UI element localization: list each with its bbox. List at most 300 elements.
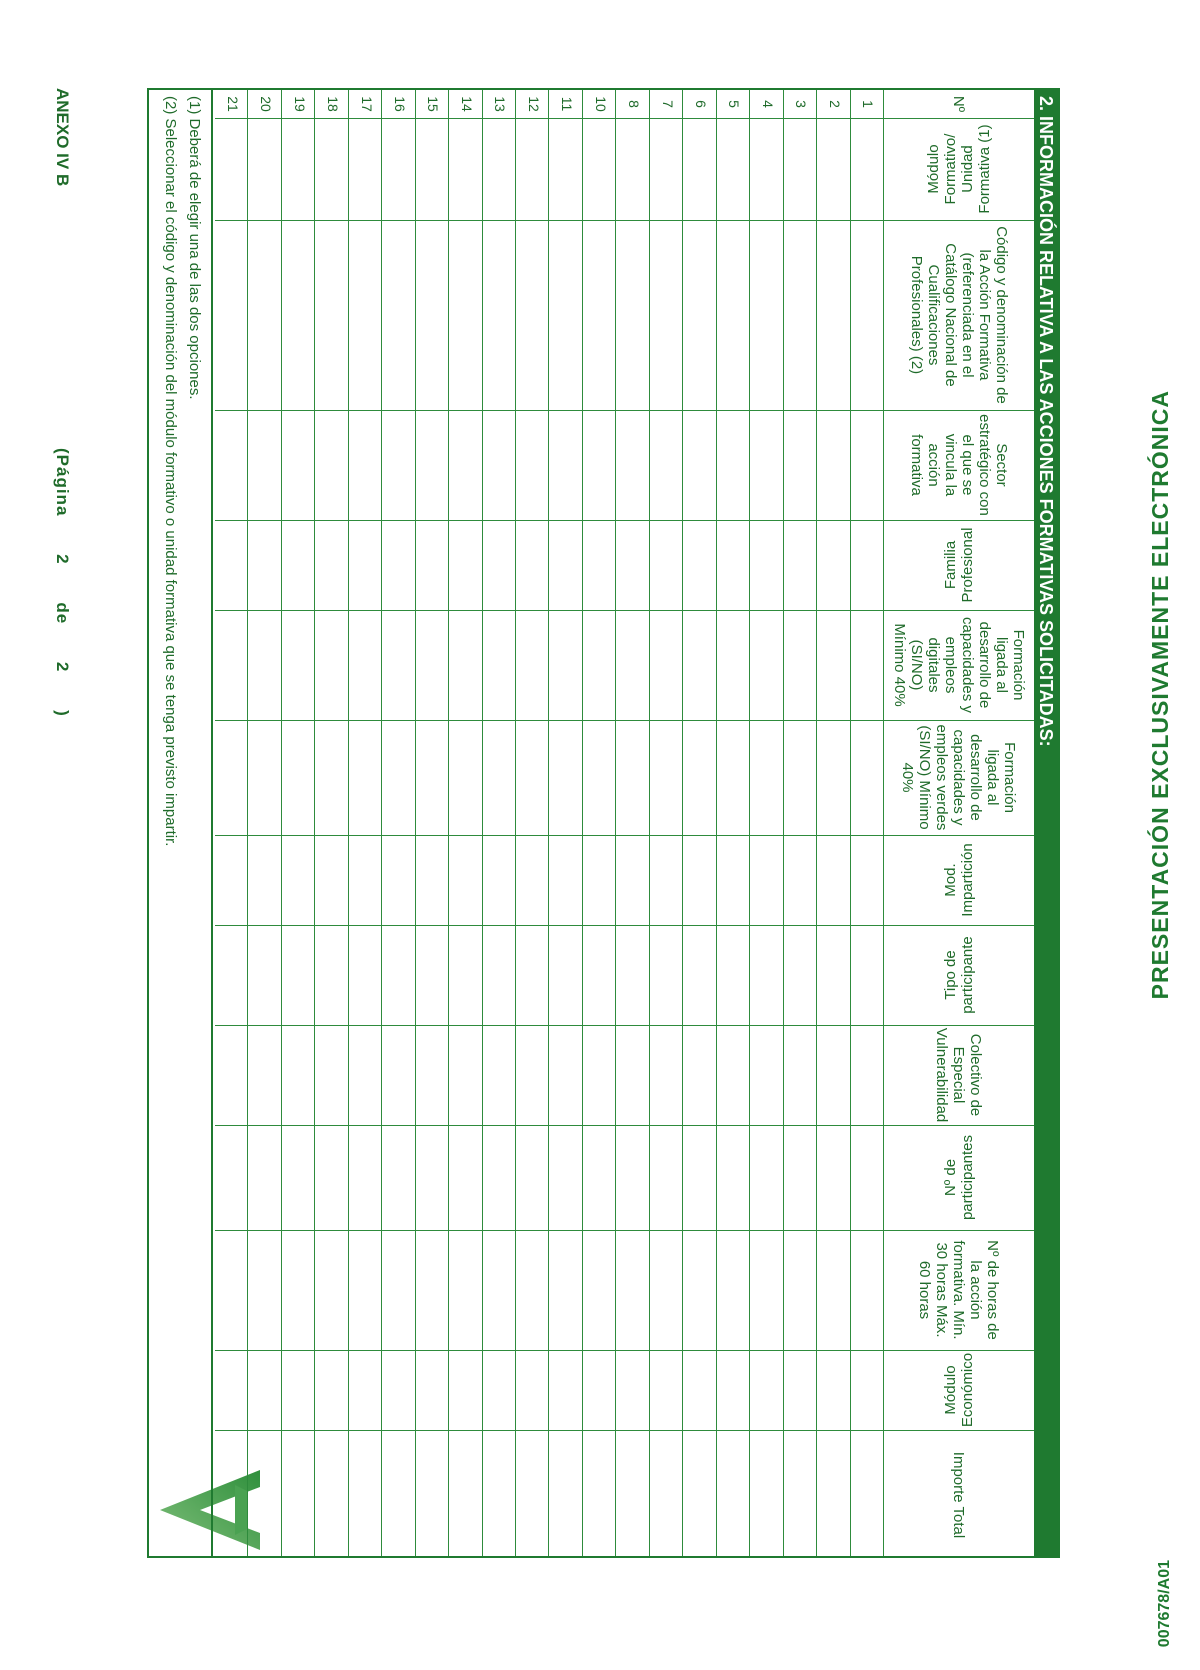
table-cell[interactable]	[718, 926, 749, 1024]
table-cell[interactable]	[751, 521, 782, 609]
table-cell[interactable]	[283, 836, 314, 924]
table-cell[interactable]	[651, 836, 682, 924]
table-cell[interactable]	[383, 926, 414, 1024]
table-cell[interactable]	[584, 411, 615, 519]
table-cell[interactable]	[617, 836, 648, 924]
table-cell[interactable]	[684, 1431, 715, 1559]
table-cell[interactable]	[517, 1026, 548, 1124]
column-header: Formación ligada al desarrollo de capacidades y empleos digitales (SI/NO) Mínimo 40%	[891, 617, 1027, 713]
table-cell[interactable]	[484, 1126, 515, 1229]
row-divider	[448, 90, 449, 1556]
table-cell[interactable]	[785, 1026, 816, 1124]
table-cell[interactable]	[584, 119, 615, 219]
table-cell[interactable]	[785, 411, 816, 519]
table-cell[interactable]	[617, 611, 648, 719]
table-cell[interactable]	[450, 221, 481, 409]
row-divider	[281, 90, 282, 1556]
table-cell[interactable]	[684, 119, 715, 219]
table-cell[interactable]	[852, 1126, 883, 1229]
table-cell[interactable]	[852, 721, 883, 834]
table-cell[interactable]	[450, 1431, 481, 1559]
table-cell[interactable]	[584, 1026, 615, 1124]
row-divider	[850, 90, 851, 1556]
table-cell[interactable]	[718, 1026, 749, 1124]
table-cell[interactable]	[350, 411, 381, 519]
table-cell[interactable]	[617, 1431, 648, 1559]
table-cell[interactable]	[216, 721, 247, 834]
table-cell[interactable]	[651, 1431, 682, 1559]
table-cell[interactable]	[684, 1231, 715, 1349]
table-cell[interactable]	[852, 521, 883, 609]
table-cell[interactable]	[584, 1126, 615, 1229]
table-cell[interactable]	[350, 1431, 381, 1559]
table-cell[interactable]	[450, 119, 481, 219]
table-cell[interactable]	[484, 721, 515, 834]
table-cell[interactable]	[350, 1351, 381, 1429]
table-cell[interactable]	[484, 221, 515, 409]
table-cell[interactable]	[484, 411, 515, 519]
table-cell[interactable]	[249, 926, 280, 1024]
row-number: 16	[391, 96, 408, 112]
table-cell[interactable]	[718, 836, 749, 924]
table-cell[interactable]	[450, 721, 481, 834]
table-cell[interactable]	[751, 1431, 782, 1559]
table-cell[interactable]	[818, 119, 849, 219]
page-total: 2	[53, 661, 72, 673]
table-cell[interactable]	[818, 221, 849, 409]
table-cell[interactable]	[350, 721, 381, 834]
table-cell[interactable]	[417, 721, 448, 834]
table-cell[interactable]	[517, 1126, 548, 1229]
table-cell[interactable]	[751, 119, 782, 219]
table-cell[interactable]	[216, 521, 247, 609]
table-cell[interactable]	[350, 521, 381, 609]
row-number: 1	[860, 100, 877, 108]
table-cell[interactable]	[417, 521, 448, 609]
table-cell[interactable]	[651, 221, 682, 409]
actions-table-form	[147, 88, 1060, 1558]
table-cell[interactable]	[417, 836, 448, 924]
row-divider	[549, 90, 550, 1556]
table-cell[interactable]	[684, 926, 715, 1024]
table-cell[interactable]	[751, 721, 782, 834]
table-cell[interactable]	[818, 1231, 849, 1349]
table-cell[interactable]	[651, 1126, 682, 1229]
table-cell[interactable]	[684, 1126, 715, 1229]
table-cell[interactable]	[316, 1351, 347, 1429]
table-cell[interactable]	[785, 611, 816, 719]
table-cell[interactable]	[517, 611, 548, 719]
table-cell[interactable]	[852, 1351, 883, 1429]
table-cell[interactable]	[751, 611, 782, 719]
table-cell[interactable]	[818, 521, 849, 609]
table-cell[interactable]	[785, 1351, 816, 1429]
table-cell[interactable]	[350, 221, 381, 409]
table-cell[interactable]	[617, 926, 648, 1024]
table-cell[interactable]	[684, 521, 715, 609]
table-cell[interactable]	[517, 1231, 548, 1349]
table-cell[interactable]	[216, 926, 247, 1024]
table-cell[interactable]	[316, 1231, 347, 1349]
table-cell[interactable]	[316, 119, 347, 219]
table-cell[interactable]	[216, 1351, 247, 1429]
table-cell[interactable]	[718, 1431, 749, 1559]
table-cell[interactable]	[316, 1431, 347, 1559]
table-cell[interactable]	[684, 721, 715, 834]
table-cell[interactable]	[450, 1351, 481, 1429]
table-cell[interactable]	[718, 1351, 749, 1429]
table-cell[interactable]	[551, 721, 582, 834]
row-divider	[615, 90, 616, 1556]
table-cell[interactable]	[417, 1431, 448, 1559]
document-code: 007678/A01	[1156, 1560, 1173, 1648]
page-close: )	[53, 710, 72, 717]
table-cell[interactable]	[551, 221, 582, 409]
table-cell[interactable]	[584, 1231, 615, 1349]
row-number: 8	[626, 100, 643, 108]
row-divider	[816, 90, 817, 1556]
table-cell[interactable]	[718, 119, 749, 219]
table-cell[interactable]	[316, 521, 347, 609]
table-cell[interactable]	[484, 611, 515, 719]
table-cell[interactable]	[551, 836, 582, 924]
table-cell[interactable]	[651, 721, 682, 834]
table-cell[interactable]	[852, 611, 883, 719]
column-header: Módulo Formativo/ Unidad Formativa (1)	[925, 124, 993, 214]
table-cell[interactable]	[383, 119, 414, 219]
table-cell[interactable]	[651, 1231, 682, 1349]
table-cell[interactable]	[350, 119, 381, 219]
table-cell[interactable]	[852, 119, 883, 219]
table-cell[interactable]	[818, 721, 849, 834]
table-cell[interactable]	[718, 521, 749, 609]
table-cell[interactable]	[316, 926, 347, 1024]
table-cell[interactable]	[818, 926, 849, 1024]
table-cell[interactable]	[751, 1126, 782, 1229]
table-cell[interactable]	[283, 1026, 314, 1124]
table-cell[interactable]	[517, 411, 548, 519]
table-cell[interactable]	[484, 1231, 515, 1349]
table-cell[interactable]	[383, 1351, 414, 1429]
table-cell[interactable]	[417, 1026, 448, 1124]
table-cell[interactable]	[249, 1026, 280, 1124]
row-number: 2	[826, 100, 843, 108]
table-cell[interactable]	[517, 721, 548, 834]
table-cell[interactable]	[818, 1026, 849, 1124]
table-cell[interactable]	[517, 1351, 548, 1429]
table-cell[interactable]	[852, 926, 883, 1024]
table-cell[interactable]	[818, 1126, 849, 1229]
table-cell[interactable]	[249, 1126, 280, 1229]
table-cell[interactable]	[651, 1351, 682, 1429]
table-cell[interactable]	[216, 1431, 247, 1559]
row-divider	[247, 90, 248, 1556]
table-cell[interactable]	[484, 836, 515, 924]
table-cell[interactable]	[316, 411, 347, 519]
table-cell[interactable]	[818, 1351, 849, 1429]
table-cell[interactable]	[852, 1026, 883, 1124]
table-cell[interactable]	[283, 1431, 314, 1559]
table-cell[interactable]	[517, 1431, 548, 1559]
table-cell[interactable]	[617, 119, 648, 219]
table-cell[interactable]	[751, 1351, 782, 1429]
table-cell[interactable]	[551, 1351, 582, 1429]
table-cell[interactable]	[216, 221, 247, 409]
column-header: Tipo de participante	[942, 936, 976, 1014]
table-cell[interactable]	[584, 221, 615, 409]
table-cell[interactable]	[684, 611, 715, 719]
table-cell[interactable]	[249, 411, 280, 519]
table-cell[interactable]	[818, 1431, 849, 1559]
row-divider	[749, 90, 750, 1556]
table-cell[interactable]	[785, 119, 816, 219]
table-cell[interactable]	[249, 611, 280, 719]
table-cell[interactable]	[450, 411, 481, 519]
table-cell[interactable]	[584, 521, 615, 609]
table-cell[interactable]	[216, 836, 247, 924]
table-cell[interactable]	[283, 411, 314, 519]
table-cell[interactable]	[551, 1231, 582, 1349]
table-cell[interactable]	[383, 611, 414, 719]
table-cell[interactable]	[852, 411, 883, 519]
table-cell[interactable]	[551, 926, 582, 1024]
table-cell[interactable]	[551, 1026, 582, 1124]
table-cell[interactable]	[249, 836, 280, 924]
table-cell[interactable]	[517, 926, 548, 1024]
table-cell[interactable]	[617, 1126, 648, 1229]
table-cell[interactable]	[283, 119, 314, 219]
table-cell[interactable]	[852, 221, 883, 409]
page-current: 2	[53, 554, 72, 565]
table-cell[interactable]	[283, 1231, 314, 1349]
table-cell[interactable]	[383, 221, 414, 409]
table-cell[interactable]	[216, 1231, 247, 1349]
table-cell[interactable]	[852, 1231, 883, 1349]
section-title: 2. INFORMACIÓN RELATIVA A LAS ACCIONES FORMATIVAS SOLICITADAS:	[1036, 96, 1056, 747]
table-cell[interactable]	[718, 611, 749, 719]
table-cell[interactable]	[852, 1431, 883, 1559]
table-cell[interactable]	[852, 836, 883, 924]
column-header: Código y denominación de la Acción Formativa (referenciada en el Catálogo Nacional de Cualificaciones Profesionales) (2)	[908, 226, 1010, 404]
table-cell[interactable]	[316, 721, 347, 834]
table-cell[interactable]	[751, 836, 782, 924]
table-cell[interactable]	[383, 521, 414, 609]
table-cell[interactable]	[785, 1431, 816, 1559]
table-cell[interactable]	[249, 1231, 280, 1349]
table-cell[interactable]	[651, 1026, 682, 1124]
column-header: Sector estratégico con el que se vincula la acción formativa	[908, 414, 1010, 516]
table-cell[interactable]	[551, 521, 582, 609]
table-cell[interactable]	[617, 521, 648, 609]
table-cell[interactable]	[383, 1126, 414, 1229]
table-cell[interactable]	[417, 119, 448, 219]
presentation-notice: PRESENTACIÓN EXCLUSIVAMENTE ELECTRÓNICA	[1147, 390, 1173, 1000]
table-cell[interactable]	[249, 1351, 280, 1429]
table-cell[interactable]	[484, 521, 515, 609]
table-cell[interactable]	[283, 926, 314, 1024]
table-cell[interactable]	[818, 411, 849, 519]
table-cell[interactable]	[551, 611, 582, 719]
table-cell[interactable]	[651, 926, 682, 1024]
table-cell[interactable]	[718, 721, 749, 834]
table-cell[interactable]	[584, 721, 615, 834]
table-cell[interactable]	[216, 119, 247, 219]
table-cell[interactable]	[684, 836, 715, 924]
table-cell[interactable]	[651, 521, 682, 609]
table-cell[interactable]	[417, 926, 448, 1024]
table-cell[interactable]	[417, 1126, 448, 1229]
row-number: 3	[793, 100, 810, 108]
table-cell[interactable]	[350, 1126, 381, 1229]
table-cell[interactable]	[684, 221, 715, 409]
table-cell[interactable]	[417, 1351, 448, 1429]
table-cell[interactable]	[283, 1126, 314, 1229]
table-cell[interactable]	[350, 611, 381, 719]
table-cell[interactable]	[751, 1026, 782, 1124]
table-cell[interactable]	[316, 611, 347, 719]
table-cell[interactable]	[350, 836, 381, 924]
table-cell[interactable]	[283, 1351, 314, 1429]
table-cell[interactable]	[249, 721, 280, 834]
table-cell[interactable]	[617, 1231, 648, 1349]
row-number: 19	[291, 96, 308, 112]
row-divider	[649, 90, 650, 1556]
table-cell[interactable]	[818, 611, 849, 719]
table-cell[interactable]	[785, 221, 816, 409]
table-cell[interactable]	[584, 836, 615, 924]
table-cell[interactable]	[484, 1351, 515, 1429]
table-cell[interactable]	[584, 1431, 615, 1559]
table-cell[interactable]	[249, 119, 280, 219]
table-cell[interactable]	[417, 411, 448, 519]
table-cell[interactable]	[283, 221, 314, 409]
table-cell[interactable]	[617, 721, 648, 834]
table-cell[interactable]	[484, 1431, 515, 1559]
table-cell[interactable]	[283, 721, 314, 834]
table-cell[interactable]	[517, 836, 548, 924]
table-cell[interactable]	[484, 926, 515, 1024]
table-cell[interactable]	[383, 1026, 414, 1124]
table-cell[interactable]	[517, 119, 548, 219]
table-cell[interactable]	[249, 521, 280, 609]
table-cell[interactable]	[718, 411, 749, 519]
table-cell[interactable]	[450, 1231, 481, 1349]
row-number: 17	[358, 96, 375, 112]
table-cell[interactable]	[785, 926, 816, 1024]
table-cell[interactable]	[785, 721, 816, 834]
table-cell[interactable]	[617, 1026, 648, 1124]
table-cell[interactable]	[383, 836, 414, 924]
table-cell[interactable]	[417, 221, 448, 409]
table-cell[interactable]	[751, 1231, 782, 1349]
table-cell[interactable]	[818, 836, 849, 924]
table-cell[interactable]	[651, 119, 682, 219]
table-cell[interactable]	[417, 611, 448, 719]
table-cell[interactable]	[316, 1026, 347, 1124]
table-cell[interactable]	[383, 411, 414, 519]
table-cell[interactable]	[350, 1231, 381, 1349]
table-cell[interactable]	[383, 721, 414, 834]
table-cell[interactable]	[417, 1231, 448, 1349]
row-number: 13	[492, 96, 509, 112]
footnotes	[145, 90, 213, 1556]
table-cell[interactable]	[350, 926, 381, 1024]
table-cell[interactable]	[517, 221, 548, 409]
table-cell[interactable]	[216, 611, 247, 719]
column-header: Importe Total	[950, 1451, 968, 1539]
table-cell[interactable]	[450, 611, 481, 719]
table-cell[interactable]	[584, 1351, 615, 1429]
table-cell[interactable]	[617, 1351, 648, 1429]
table-cell[interactable]	[216, 411, 247, 519]
table-cell[interactable]	[484, 1026, 515, 1124]
table-cell[interactable]	[517, 521, 548, 609]
table-cell[interactable]	[751, 926, 782, 1024]
table-cell[interactable]	[551, 1431, 582, 1559]
table-cell[interactable]	[785, 836, 816, 924]
table-cell[interactable]	[216, 1126, 247, 1229]
row-divider	[482, 90, 483, 1556]
column-header: Mod. Impartición	[942, 843, 976, 917]
table-cell[interactable]	[785, 1231, 816, 1349]
table-cell[interactable]	[450, 926, 481, 1024]
table-cell[interactable]	[617, 411, 648, 519]
table-cell[interactable]	[785, 1126, 816, 1229]
table-cell[interactable]	[450, 1026, 481, 1124]
table-cell[interactable]	[617, 221, 648, 409]
table-cell[interactable]	[718, 1231, 749, 1349]
table-cell[interactable]	[584, 611, 615, 719]
table-cell[interactable]	[718, 221, 749, 409]
table-cell[interactable]	[751, 411, 782, 519]
table-cell[interactable]	[350, 1026, 381, 1124]
row-divider	[582, 90, 583, 1556]
table-cell[interactable]	[283, 521, 314, 609]
table-cell[interactable]	[249, 221, 280, 409]
table-cell[interactable]	[651, 411, 682, 519]
row-number: 15	[425, 96, 442, 112]
table-cell[interactable]	[316, 836, 347, 924]
row-divider	[314, 90, 315, 1556]
table-cell[interactable]	[551, 1126, 582, 1229]
table-cell[interactable]	[450, 521, 481, 609]
table-cell[interactable]	[584, 926, 615, 1024]
table-cell[interactable]	[684, 411, 715, 519]
table-cell[interactable]	[450, 836, 481, 924]
row-number: 21	[224, 96, 241, 112]
table-cell[interactable]	[316, 221, 347, 409]
table-cell[interactable]	[785, 521, 816, 609]
table-cell[interactable]	[216, 1026, 247, 1124]
table-cell[interactable]	[484, 119, 515, 219]
row-divider	[381, 90, 382, 1556]
table-cell[interactable]	[718, 1126, 749, 1229]
table-cell[interactable]	[651, 611, 682, 719]
table-cell[interactable]	[316, 1126, 347, 1229]
table-cell[interactable]	[450, 1126, 481, 1229]
table-cell[interactable]	[551, 119, 582, 219]
table-cell[interactable]	[684, 1026, 715, 1124]
table-cell[interactable]	[283, 611, 314, 719]
table-cell[interactable]	[751, 221, 782, 409]
table-cell[interactable]	[249, 1431, 280, 1559]
row-divider	[348, 90, 349, 1556]
table-cell[interactable]	[551, 411, 582, 519]
page-of: de	[53, 602, 72, 625]
table-cell[interactable]	[383, 1231, 414, 1349]
table-cell[interactable]	[383, 1431, 414, 1559]
table-cell[interactable]	[684, 1351, 715, 1429]
